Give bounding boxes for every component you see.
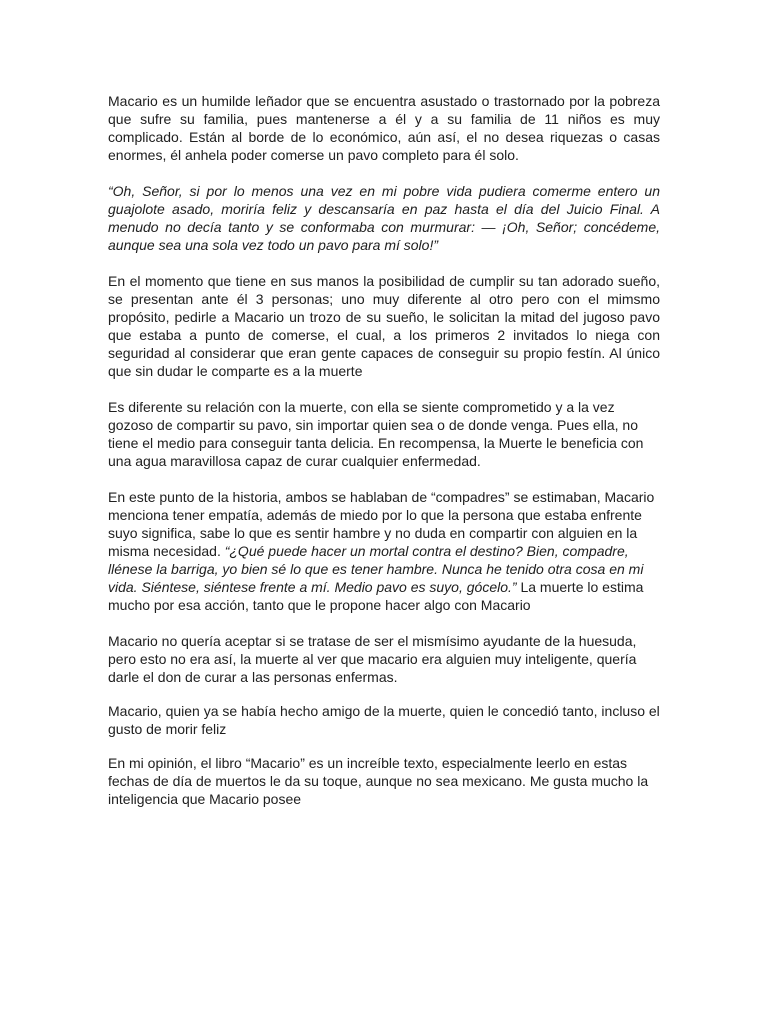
- paragraph-death-relationship: Es diferente su relación con la muerte, con ella se siente comprometido y a la vez gozoso de compartir su pavo, sin importar quien sea o de donde venga. Pues ella, no tiene el medio para conseguir tanta delicia. En recompensa, la Muerte le beneficia con una agua maravillosa capaz de curar cualquier enfermedad.: [108, 399, 644, 469]
- paragraph-opinion: En mi opinión, el libro “Macario” es un increíble texto, especialmente leerlo en estas fechas de día de muertos le da su toque, aunque no sea mexicano. Me gusta mucho la inteligencia que Macario posee: [108, 755, 649, 807]
- paragraph-friendship: Macario, quien ya se había hecho amigo de la muerte, quien le concedió tanto, incluso el gusto de morir feliz: [108, 703, 660, 737]
- paragraph-three-visitors: En el momento que tiene en sus manos la posibilidad de cumplir su tan adorado sueño, se presentan ante él 3 personas; uno muy diferente al otro pero con el mimsmo propósito, pedirle a Macario un trozo de su sueño, le solicitan la mitad del jugoso pavo que estaba a punto de comerse, el cual, a los primeros 2 invitados lo niega con seguridad al considerar que eran gente capaces de conseguir su propio festín. Al único que sin dudar le comparte es a la muerte: [108, 273, 660, 379]
- document-body: [108, 92, 660, 808]
- compadres-text-after: La muerte lo estima mucho por esa acción, tanto que le propone hacer algo con Macario: [108, 579, 644, 613]
- paragraph-quote: [108, 182, 660, 254]
- paragraph-compadres: [108, 488, 660, 614]
- quote-text: “Oh, Señor, si por lo menos una vez en mi pobre vida pudiera comerme entero un guajolote asado, moriría feliz y descansaría en paz hasta el día del Juicio Final. A menudo no decía tanto y se conformaba con murmurar: — ¡Oh, Señor; concédeme, aunque sea una sola vez todo un pavo para mí solo!”: [108, 183, 660, 253]
- paragraph-intro: Macario es un humilde leñador que se encuentra asustado o trastornado por la pobreza que sufre su familia, pues mantenerse a él y a su familia de 11 niños es muy complicado. Están al borde de lo económico, aún así, el no desea riquezas o casas enormes, él anhela poder comerse un pavo completo para él solo.: [108, 93, 660, 163]
- compadres-text-before: En este punto de la historia, ambos se hablaban de “compadres” se estimaban, Macario menciona tener empatía, además de miedo por lo que la persona que estaba enfrente suyo significa, sabe lo que es sentir hambre y no duda en compartir con alguien en la misma necesidad.: [108, 489, 655, 559]
- paragraph-gift: Macario no quería aceptar si se tratase de ser el mismísimo ayudante de la huesuda, pero esto no era así, la muerte al ver que macario era alguien muy inteligente, quería darle el don de curar a las personas enfermas.: [108, 633, 637, 685]
- compadres-quote: “¿Qué puede hacer un mortal contra el destino? Bien, compadre, llénese la barriga, yo bien sé lo que es tener hambre. Nunca he tenido otra cosa en mi vida. Siéntese, siéntese frente a mí. Medio pavo es suyo, gócelo.”: [108, 543, 644, 595]
